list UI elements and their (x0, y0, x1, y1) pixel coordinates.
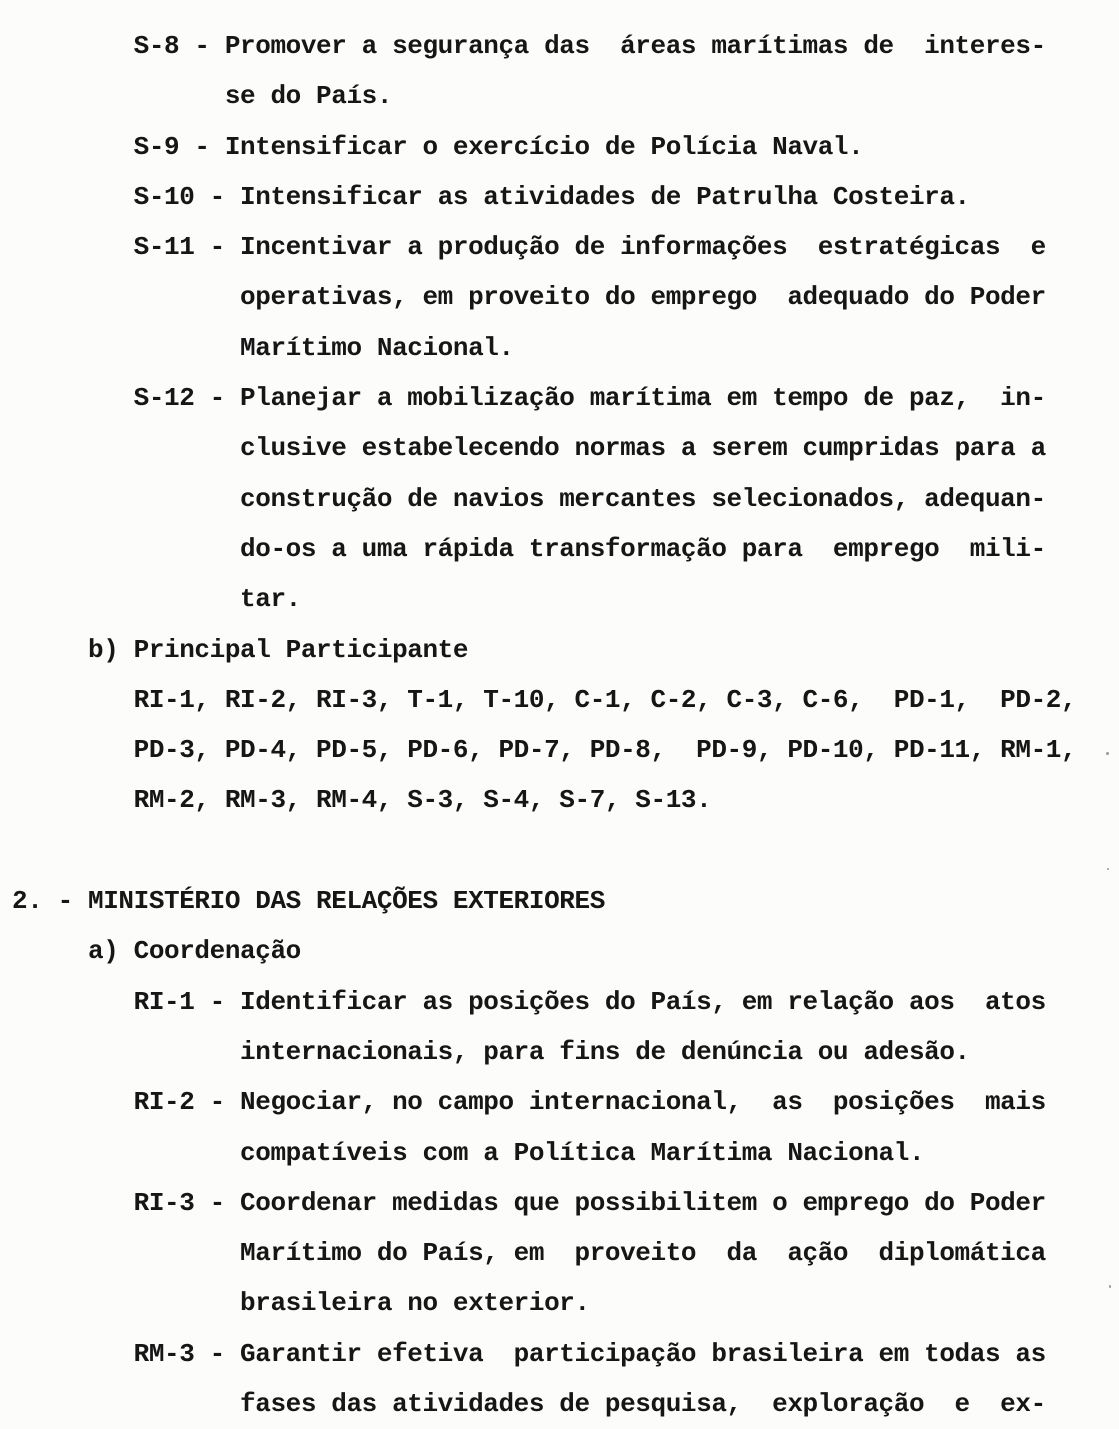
line-participants-2: PD-3, PD-4, PD-5, PD-6, PD-7, PD-8, PD-9, PD-10, PD-11, RM-1, (12, 735, 1077, 766)
scan-speck (1107, 868, 1109, 870)
line-s12-1: S-12 - Planejar a mobilização marítima em tempo de paz, in- (12, 383, 1046, 414)
line-s12-5: tar. (12, 584, 301, 615)
line-s11-3: Marítimo Nacional. (12, 332, 514, 363)
line-s12-3: construção de navios mercantes selecionados, adequan- (12, 483, 1046, 514)
line-s8-2: se do País. (12, 81, 393, 112)
line-s12-2: clusive estabelecendo normas a serem cumpridas para a (12, 433, 1046, 464)
line-rm3-1: RM-3 - Garantir efetiva participação brasileira em todas as (12, 1338, 1046, 1369)
line-ri3-2: Marítimo do País, em proveito da ação diplomática (12, 1238, 1046, 1269)
line-ri3-1: RI-3 - Coordenar medidas que possibilitem o emprego do Poder (12, 1187, 1046, 1218)
scan-speck (1106, 752, 1109, 755)
scan-speck (1109, 1285, 1111, 1288)
heading-coordenacao: a) Coordenação (12, 936, 301, 967)
heading-ministerio-relacoes-exteriores: 2. - MINISTÉRIO DAS RELAÇÕES EXTERIORES (12, 886, 605, 917)
line-s9: S-9 - Intensificar o exercício de Polícia Naval. (12, 131, 864, 162)
line-s11-2: operativas, em proveito do emprego adequado do Poder (12, 282, 1046, 313)
line-s11-1: S-11 - Incentivar a produção de informações estratégicas e (12, 232, 1046, 263)
line-ri1-1: RI-1 - Identificar as posições do País, em relação aos atos (12, 986, 1046, 1017)
heading-principal-participante: b) Principal Participante (12, 634, 469, 665)
line-s12-4: do-os a uma rápida transformação para emprego mili- (12, 533, 1046, 564)
line-participants-1: RI-1, RI-2, RI-3, T-1, T-10, C-1, C-2, C-3, C-6, PD-1, PD-2, (12, 684, 1077, 715)
line-s10: S-10 - Intensificar as atividades de Patrulha Costeira. (12, 181, 970, 212)
line-ri1-2: internacionais, para fins de denúncia ou adesão. (12, 1036, 970, 1067)
line-ri2-1: RI-2 - Negociar, no campo internacional, as posições mais (12, 1087, 1046, 1118)
line-ri3-3: brasileira no exterior. (12, 1288, 590, 1319)
blank-line (12, 826, 1119, 876)
line-ri2-2: compatíveis com a Política Marítima Nacional. (12, 1137, 925, 1168)
line-rm3-2: fases das atividades de pesquisa, exploração e ex- (12, 1389, 1046, 1420)
line-s8-1: S-8 - Promover a segurança das áreas marítimas de interes- (12, 31, 1046, 61)
line-participants-3: RM-2, RM-3, RM-4, S-3, S-4, S-7, S-13. (12, 785, 712, 816)
